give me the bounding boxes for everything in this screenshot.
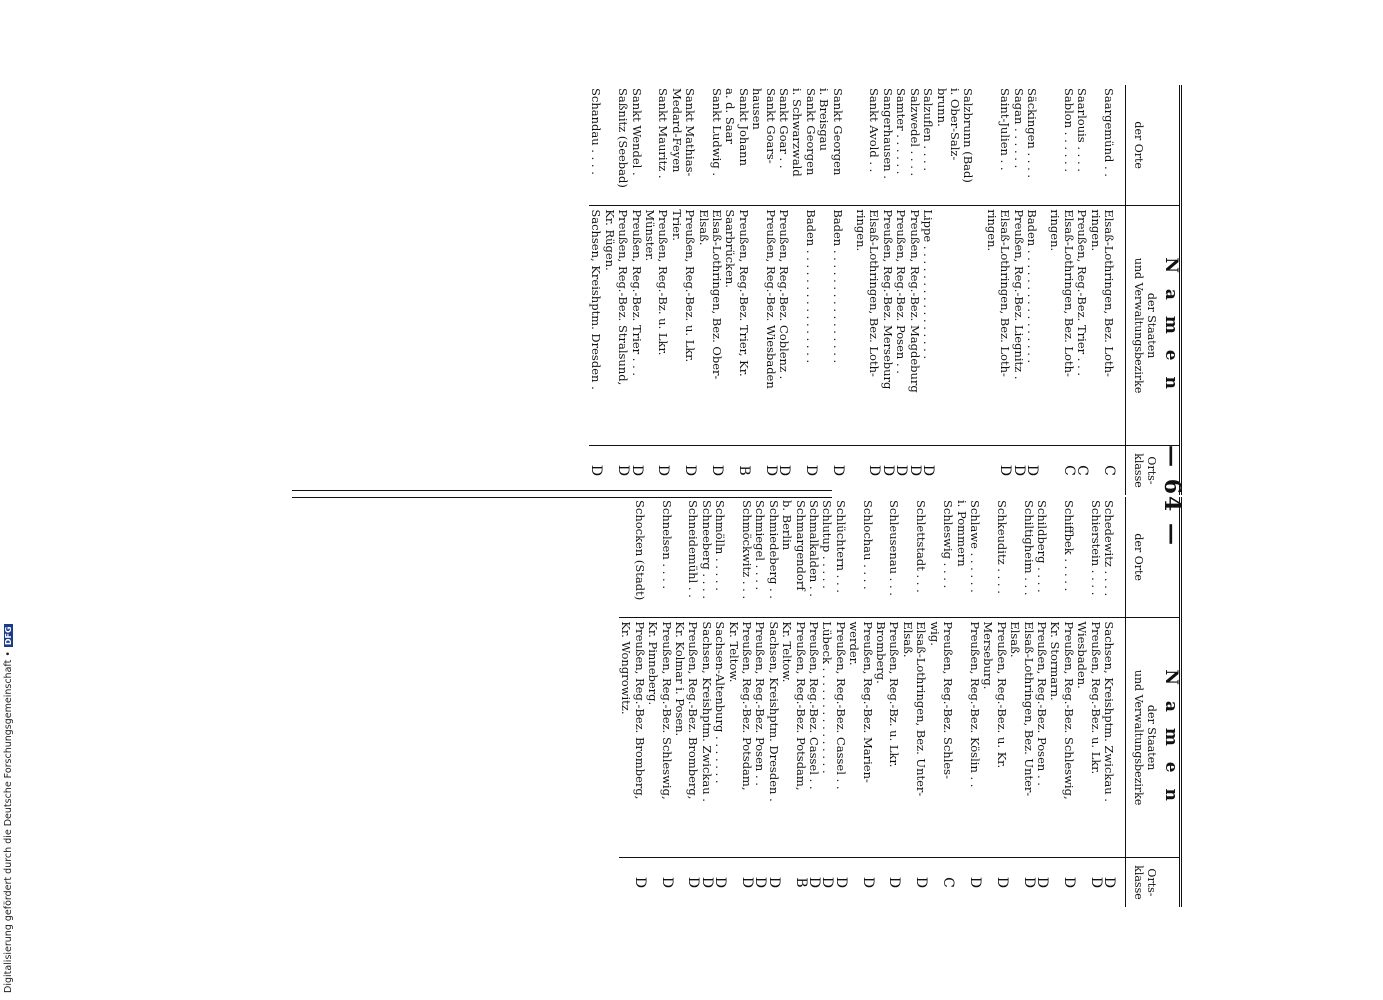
table-row — [934, 85, 974, 495]
header-der-orte-right: der Orte — [1126, 497, 1181, 618]
right-table — [619, 497, 1182, 907]
locality-class-cell: D — [628, 464, 645, 477]
locality-class-cell: D — [1023, 464, 1040, 477]
place-name-cell: Sangerhausen . — [881, 85, 894, 206]
locality-class-cell: D — [752, 876, 769, 889]
place-name-cell: Saint-Julien . . — [984, 85, 1011, 206]
place-name-cell: Sankt Avold . . — [854, 85, 881, 206]
state-district-cell: Elsaß-Lothringen, Bez. Loth- ringen. — [1088, 206, 1125, 446]
place-name-cell: Schlawe . . . . . . i. Pommern — [954, 497, 981, 618]
right-table-body — [619, 497, 1126, 907]
locality-class-cell: D — [615, 464, 632, 477]
state-district-cell: Preußen, Reg.-Bez. Cassel . . — [833, 618, 846, 858]
left-table-block — [295, 85, 1182, 495]
state-district-cell: Preußen, Reg.-Bez. Wiesbaden — [750, 206, 777, 446]
table-row — [1048, 497, 1075, 907]
table-spacer-row — [1038, 85, 1048, 495]
table-row — [699, 497, 712, 907]
state-district-cell — [1038, 206, 1048, 446]
place-name-cell: Sankt Goars- hausen — [750, 85, 777, 206]
table-row — [817, 85, 844, 495]
state-district-cell: Sachsen, Kreishptm. Zwickau . — [699, 618, 712, 858]
locality-class-cell: D — [893, 464, 910, 477]
state-district-cell: Preußen, Reg.-Bez. Stralsund, Kr. Rügen. — [602, 206, 629, 446]
state-district-cell: Baden . . . . . . . . . . . . . . . . — [790, 206, 817, 446]
header-ortsklasse-right: Orts- klasse — [1126, 857, 1181, 907]
table-row — [790, 85, 817, 495]
locality-class-cell: D — [709, 464, 726, 477]
place-name-cell: Schlutup . . . . . — [820, 497, 833, 618]
locality-class-cell: D — [1087, 876, 1104, 889]
locality-class-cell: C — [940, 877, 957, 888]
place-name-cell — [1038, 85, 1048, 206]
table-row — [807, 497, 820, 907]
place-name-cell: Sankt Ludwig . — [696, 85, 723, 206]
state-district-cell: Elsaß-Lothringen, Bez. Loth- ringen. — [1048, 206, 1075, 446]
locality-class-cell: D — [997, 464, 1014, 477]
locality-class-cell: D — [859, 876, 876, 889]
state-district-cell: Preußen, Reg.-Bez. Schles- wig. — [927, 618, 954, 858]
place-name-cell: Saßnitz (Seebad) — [602, 85, 629, 206]
state-district-cell: Sachsen, Kreishptm. Dresden . — [766, 618, 779, 858]
header-ortsklasse: Orts- klasse — [1126, 445, 1181, 495]
table-row — [1075, 85, 1088, 495]
table-row — [854, 85, 881, 495]
table-row — [753, 497, 766, 907]
place-name-cell: Schiltigheim . . . — [1008, 497, 1035, 618]
state-district-cell: Preußen, Reg.-Bez. Merseburg — [881, 206, 894, 446]
header-der-staaten-right: der Staaten — [1145, 704, 1158, 771]
table-row — [602, 85, 629, 495]
place-name-cell: Sankt Johann a. d. Saar — [723, 85, 750, 206]
state-district-cell: Preußen, Reg.-Bez. u. Kr. Merseburg. — [981, 618, 1008, 858]
table-row — [589, 85, 602, 495]
locality-class-cell: D — [588, 464, 605, 477]
locality-class-cell: C — [1060, 465, 1077, 476]
place-name-cell: Schneeberg . . . . — [699, 497, 712, 618]
state-district-cell: Sachsen-Altenburg . . . . . . . — [713, 618, 726, 858]
place-name-cell: Schmargendorf b. Berlin — [780, 497, 807, 618]
header-namen-staaten — [1126, 206, 1181, 446]
place-name-cell: Sankt Georgen i. Schwarzwald — [790, 85, 817, 206]
table-row — [619, 497, 646, 907]
table-row — [833, 497, 846, 907]
locality-class-cell: D — [712, 876, 729, 889]
place-name-cell: Sankt Mauritz . — [643, 85, 670, 206]
table-row — [1102, 497, 1126, 907]
credit-text: Digitalisierung gefördert durch die Deutsche Forschungsgemeinschaft • — [3, 651, 14, 993]
rotated-scan-page — [289, 85, 1197, 907]
place-name-cell: Sankt Wendel . — [629, 85, 642, 206]
locality-class-cell: D — [829, 464, 846, 477]
state-district-cell: Preußen, Reg.-Bez. Posen . . — [1035, 618, 1048, 858]
locality-class-cell: D — [879, 464, 896, 477]
table-row — [981, 497, 1008, 907]
page-number: — 64 — — [1159, 445, 1185, 547]
table-row — [1035, 497, 1048, 907]
state-district-cell: Lübeck . . . . . . . . . . . . . . . — [820, 618, 833, 858]
locality-class-cell: B — [792, 877, 809, 888]
locality-class-cell: D — [993, 876, 1010, 889]
locality-class-cell: D — [1101, 876, 1117, 889]
place-name-cell: Schandau . . . . — [589, 85, 602, 206]
table-row — [847, 497, 874, 907]
table-row — [629, 85, 642, 495]
locality-class-cell: D — [762, 464, 779, 477]
place-name-cell: Sankt Goar . . — [777, 85, 790, 206]
table-row — [984, 85, 1011, 495]
place-name-cell: Schedewitz . . . . — [1102, 497, 1126, 618]
table-row — [894, 85, 907, 495]
place-name-cell: Sablon . . . . . . — [1048, 85, 1075, 206]
header-namen: N a m e n — [1161, 257, 1181, 394]
place-name-cell: Schmölln . . . . . — [713, 497, 726, 618]
locality-class-cell: D — [832, 876, 849, 889]
place-name-cell: Sagan . . . . . . — [1011, 85, 1024, 206]
table-row — [1011, 85, 1024, 495]
table-row — [780, 497, 807, 907]
table-row — [901, 497, 928, 907]
locality-class-cell — [934, 445, 974, 495]
state-district-cell: Preußen, Reg.-Bez. Schleswig, Kr. Pinneberg. — [646, 618, 673, 858]
state-district-cell: Preußen, Reg.-Bez. Magdeburg — [907, 206, 920, 446]
place-name-cell: Schmiedeberg . . — [766, 497, 779, 618]
state-district-cell: Preußen, Reg.-Bez. u. Lkr. Wiesbaden. — [1075, 618, 1102, 858]
place-name-cell: Schildberg . . . . — [1035, 497, 1048, 618]
place-name-cell: Schnelsen . . . . — [646, 497, 673, 618]
state-district-cell: Preußen, Reg.-Bez. Bromberg, Kr. Wongrowitz. — [619, 618, 646, 858]
state-district-cell: Elsaß-Lothringen, Bez. Loth- ringen. — [984, 206, 1011, 446]
place-name-cell: Schkeuditz . . . . — [981, 497, 1008, 618]
table-row — [881, 85, 894, 495]
locality-class-cell: D — [658, 876, 675, 889]
state-district-cell: Sachsen, Kreishptm. Zwickau . — [1102, 618, 1126, 858]
locality-class-cell: D — [739, 876, 756, 889]
locality-class-cell: B — [735, 465, 752, 476]
place-name-cell: Schleusenau . . . — [874, 497, 901, 618]
place-name-cell: Schocken (Stadt) — [619, 497, 646, 618]
locality-class-cell: D — [776, 464, 793, 477]
table-row — [669, 85, 696, 495]
place-name-cell — [844, 85, 854, 206]
state-district-cell: Preußen, Reg.-Bez. Köslin . . — [954, 618, 981, 858]
header-verwaltungsbezirke: und Verwaltungsbezirke — [1132, 257, 1145, 394]
state-district-cell: Elsaß-Lothringen, Bez. Ober- Elsaß. — [696, 206, 723, 446]
table-row — [927, 497, 954, 907]
table-row — [1025, 85, 1038, 495]
table-row — [646, 497, 673, 907]
table-row — [1088, 85, 1125, 495]
header-der-staaten: der Staaten — [1145, 292, 1158, 359]
state-district-cell: Preußen, Reg.-Bz. u. Lkr. Münster. — [643, 206, 670, 446]
table-row — [907, 85, 920, 495]
header-der-orte: der Orte — [1126, 85, 1181, 206]
state-district-cell: Preußen, Reg.-Bez. Potsdam, Kr. Teltow. — [780, 618, 807, 858]
locality-class-cell: D — [866, 464, 883, 477]
table-spacer-row — [844, 85, 854, 495]
locality-class-cell: D — [698, 876, 715, 889]
state-district-cell: Preußen, Reg.-Bez. Trier . . . — [629, 206, 642, 446]
table-row — [726, 497, 753, 907]
place-name-cell: Sankt Mathias- Medard-Feyen — [669, 85, 696, 206]
locality-class-cell: C — [1074, 465, 1091, 476]
state-district-cell — [934, 206, 974, 446]
locality-class-cell: D — [1060, 876, 1077, 889]
table-row — [643, 85, 670, 495]
locality-class-cell: D — [819, 876, 836, 889]
locality-class-cell: D — [806, 876, 823, 889]
locality-class-cell: D — [655, 464, 672, 477]
table-row — [1008, 497, 1035, 907]
place-name-cell: Schlüchtern . . . — [833, 497, 846, 618]
state-district-cell: Preußen, Reg.-Bez. Trier, Kr. Saarbrücken. — [723, 206, 750, 446]
state-district-cell: Preußen, Reg.-Bez. Coblenz . — [777, 206, 790, 446]
state-district-cell: Elsaß-Lothringen, Bez. Unter- Elsaß. — [1008, 618, 1035, 858]
place-name-cell: Schmiegel . . . . — [753, 497, 766, 618]
state-district-cell: Preußen, Reg.-Bez. Potsdam, Kr. Teltow. — [726, 618, 753, 858]
place-name-cell: Samter . . . . . . — [894, 85, 907, 206]
state-district-cell: Lippe . . . . . . . . . . . . . . . . — [921, 206, 934, 446]
state-district-cell: Preußen, Reg.-Bez. Posen . . — [894, 206, 907, 446]
place-name-cell: Schierstein . . . . — [1075, 497, 1102, 618]
place-name-cell — [974, 85, 984, 206]
table-row — [723, 85, 750, 495]
locality-class-cell: C — [1101, 465, 1117, 476]
state-district-cell: Baden . . . . . . . . . . . . . . . . — [817, 206, 844, 446]
locality-class-cell: D — [1010, 464, 1027, 477]
state-district-cell: Preußen, Reg.-Bez. Posen . . — [753, 618, 766, 858]
table-row — [713, 497, 726, 907]
place-name-cell: Schiffbek . . . . . — [1048, 497, 1075, 618]
state-district-cell: Preußen, Reg.-Bez. Liegnitz . — [1011, 206, 1024, 446]
locality-class-cell: D — [1020, 876, 1037, 889]
table-row — [820, 497, 833, 907]
place-name-cell: Salzbrunn (Bad) i. Ober-Salz- brunn. — [934, 85, 974, 206]
state-district-cell: Preußen, Reg.-Bez. Marien- werder. — [847, 618, 874, 858]
table-row — [921, 85, 934, 495]
locality-class-cell: D — [966, 876, 983, 889]
place-name-cell: Schmöckwitz . . . — [726, 497, 753, 618]
dfg-credit-line — [3, 593, 15, 993]
locality-class-cell: D — [802, 464, 819, 477]
place-name-cell: Schmalkalden . . — [807, 497, 820, 618]
table-row — [673, 497, 700, 907]
table-row — [696, 85, 723, 495]
table-spacer-row — [974, 85, 984, 495]
locality-class-cell: D — [920, 464, 937, 477]
place-name-cell: Saarlouis . . . . — [1075, 85, 1088, 206]
state-district-cell: Preußen, Reg.-Bez. Cassel . . — [807, 618, 820, 858]
state-district-cell: Elsaß-Lothringen, Bez. Unter- Elsaß. — [901, 618, 928, 858]
place-name-cell: Schleswig . . . . — [927, 497, 954, 618]
header-namen-right: N a m e n — [1161, 669, 1181, 806]
locality-class-cell — [974, 445, 984, 495]
locality-class-cell: D — [1033, 876, 1050, 889]
locality-class-cell: D — [765, 876, 782, 889]
locality-class-cell: D — [906, 464, 923, 477]
place-name-cell: Schlettstadt . . . — [901, 497, 928, 618]
table-row — [874, 497, 901, 907]
table-row — [1048, 85, 1075, 495]
locality-class-cell: D — [685, 876, 702, 889]
place-name-cell: Salzuflen . . . . — [921, 85, 934, 206]
table-row — [954, 497, 981, 907]
state-district-cell: Preußen, Reg.-Bez. u. Lkr. Trier. — [669, 206, 696, 446]
state-district-cell: Baden . . . . . . . . . . . . . . . . — [1025, 206, 1038, 446]
place-name-cell: Saargemünd . . — [1088, 85, 1125, 206]
state-district-cell: Elsaß-Lothringen, Bez. Loth- ringen. — [854, 206, 881, 446]
state-district-cell: Preußen, Reg.-Bez. Schleswig, Kr. Stormarn. — [1048, 618, 1075, 858]
locality-class-cell: D — [886, 876, 903, 889]
state-district-cell — [974, 206, 984, 446]
place-name-cell: Salzwedel . . . . — [907, 85, 920, 206]
table-row — [1075, 497, 1102, 907]
left-table — [589, 85, 1182, 495]
table-row — [777, 85, 790, 495]
place-name-cell: Sankt Georgen i. Breisgau — [817, 85, 844, 206]
table-row — [750, 85, 777, 495]
state-district-cell — [844, 206, 854, 446]
table-row — [766, 497, 779, 907]
state-district-cell: Preußen, Reg.-Bez. Trier . . . — [1075, 206, 1088, 446]
locality-class-cell: D — [631, 876, 648, 889]
right-table-block — [295, 497, 1182, 907]
state-district-cell: Preußen, Reg.-Bz. u. Lkr. Bromberg. — [874, 618, 901, 858]
locality-class-cell: D — [682, 464, 699, 477]
state-district-cell: Sachsen, Kreishptm. Dresden . — [589, 206, 602, 446]
locality-class-cell: D — [913, 876, 930, 889]
header-verwaltungsbezirke-right: und Verwaltungsbezirke — [1132, 669, 1145, 806]
header-namen-staaten-right — [1126, 618, 1181, 858]
place-name-cell: Schneidemühl . . — [673, 497, 700, 618]
state-district-cell: Preußen, Reg.-Bez. Bromberg, Kr. Kolmar i. Posen. — [673, 618, 700, 858]
place-name-cell: Säckingen . . . . — [1025, 85, 1038, 206]
left-table-body — [589, 85, 1126, 495]
dfg-logo-icon: DFG — [4, 626, 13, 646]
place-name-cell: Schlochau . . . . — [847, 497, 874, 618]
